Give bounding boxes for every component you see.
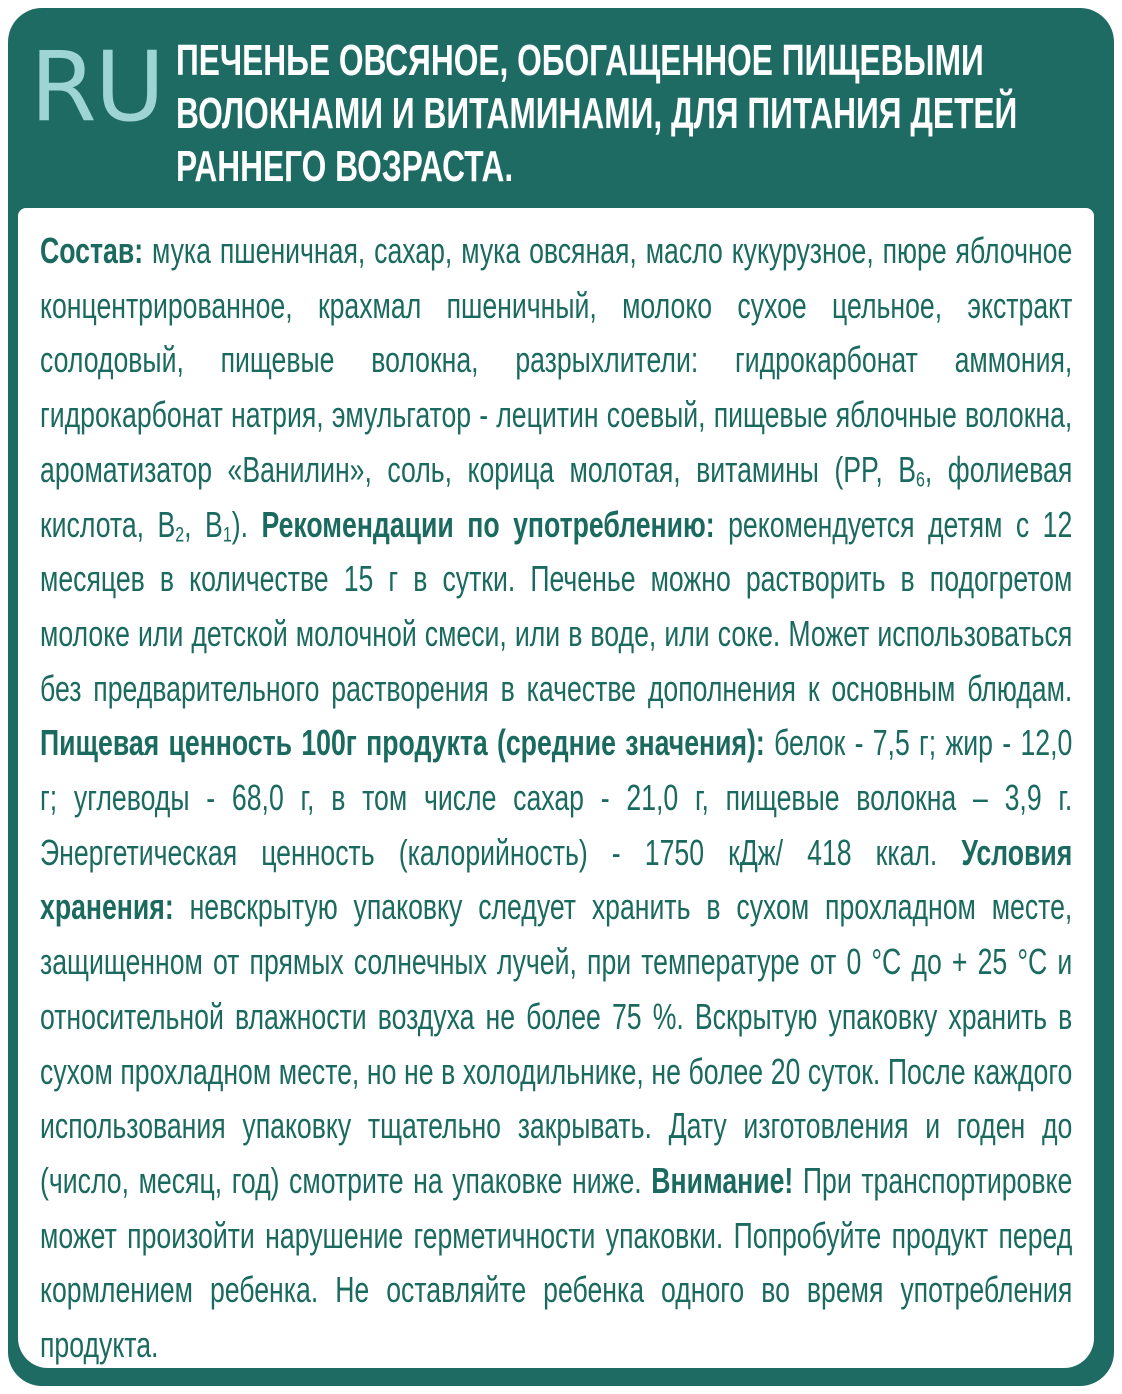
storage-text: невскрытую упаковку следует хранить в сухом прохладном месте, защищенном от прямых солнечных лучей, при температуре от 0 °С до + 25 °С и относительной влажности воздуха не более 75 %. Вскрытую упаковку хранить в сухом прохладном месте, но не в холодильнике, не более 20 суток. После каждого использования упаковку тщательно закрывать. Дату изготовления и годен до (число, месяц, год) смотрите на упаковке ниже. bbox=[40, 886, 1073, 1201]
composition-text: мука пшеничная, сахар, мука овсяная, масло кукурузное, пюре яблочное концентрированное, крахмал пшеничный, молоко сухое цельное, экстракт солодовый, пищевые волокна, разрыхлители: гидрокарбонат аммония, гидрокарбонат натрия, эмульгатор - лецитин соевый, пищевые яблочные волокна, ароматизатор «Ванилин», соль, корица молотая, витамины (PP, B bbox=[40, 230, 1073, 490]
label-header bbox=[8, 8, 1114, 208]
vitamin-b1-subscript: 1 bbox=[222, 520, 232, 546]
storage-label: Условия хранения: bbox=[40, 831, 1073, 928]
warning-text: При транспортировке может произойти нарушение герметичности упаковки. Попробуйте продукт перед кормлением ребенка. Не оставляйте ребенка одного во время употребления продукта. bbox=[40, 1159, 1073, 1366]
label-frame bbox=[8, 8, 1114, 1386]
recommendations-label: Рекомендации по употреблению: bbox=[261, 503, 715, 545]
composition-b1: , B bbox=[184, 503, 223, 545]
composition-end: ). bbox=[231, 503, 248, 545]
recommendations-text: рекомендуется детям с 12 месяцев в количестве 15 г в сутки. Печенье можно растворить в подогретом молоке или детской молочной смеси, или в воде, или соке. Может использоваться без предварительного растворения в качестве дополнения к основным блюдам. bbox=[40, 503, 1073, 709]
nutrition-text: белок - 7,5 г; жир - 12,0 г; углеводы - 68,0 г, в том числе сахар - 21,0 г, пищевые волокна – 3,9 г. Энергетическая ценность (калорийность) - 1750 кДж/ 418 ккал. bbox=[40, 722, 1073, 873]
vitamin-b2-subscript: 2 bbox=[175, 520, 185, 546]
warning-label: Внимание! bbox=[651, 1159, 794, 1201]
composition-label: Состав: bbox=[40, 230, 144, 271]
product-description bbox=[40, 224, 1072, 1368]
product-title: ПЕЧЕНЬЕ ОВСЯНОЕ, ОБОГАЩЕННОЕ ПИЩЕВЫМИ ВОЛОКНАМИ И ВИТАМИНАМИ, ДЛЯ ПИТАНИЯ ДЕТЕЙ РАННЕГО ВОЗРАСТА. bbox=[176, 36, 1018, 191]
vitamin-b6-subscript: 6 bbox=[916, 466, 925, 492]
language-code: RU bbox=[30, 31, 163, 143]
composition-folic: , фолиевая кислота, B bbox=[40, 448, 1073, 545]
info-panel bbox=[18, 208, 1094, 1368]
nutrition-label: Пищевая ценность 100г продукта (средние значения): bbox=[40, 722, 765, 764]
